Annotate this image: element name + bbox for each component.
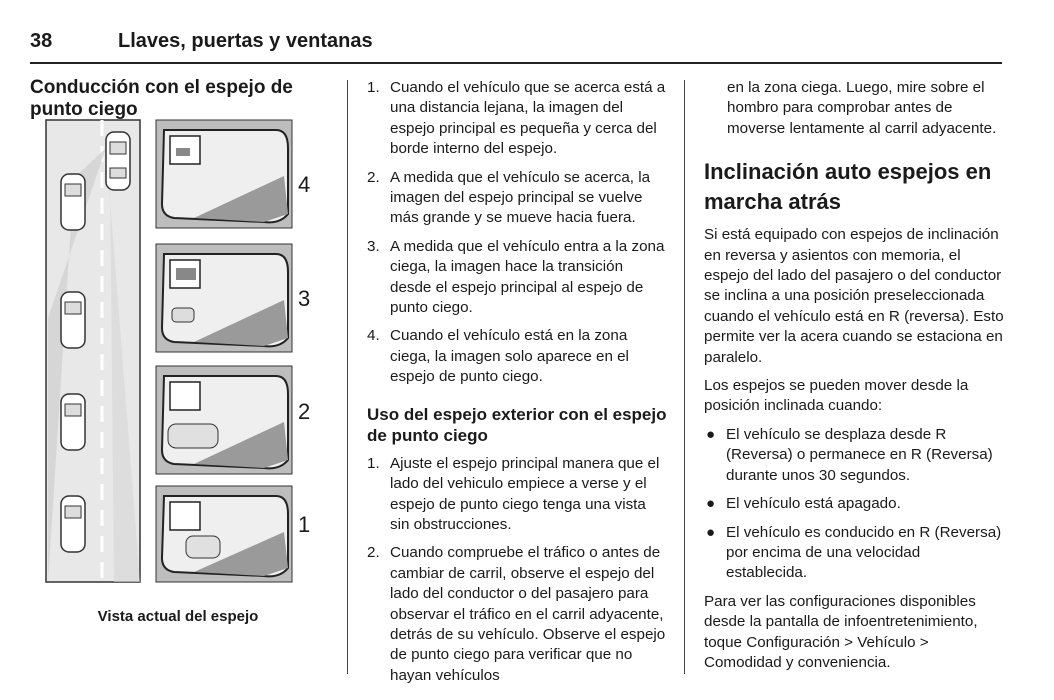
- paragraph: Los espejos se pueden mover desde la posición inclinada cuando:: [704, 377, 969, 415]
- figure-number-1: 1: [298, 512, 311, 537]
- usage-steps-list: [367, 454, 667, 686]
- paragraph: Para ver las configuraciones disponibles desde la pantalla de infoentretenimiento, toque Configuración > Vehículo > Comodidad y conveniencia.: [704, 592, 978, 671]
- list-item: ● El vehículo es conducido en R (Reversa) por encima de una velocidad establecida.: [706, 523, 1002, 582]
- list-item: ● El vehículo está apagado.: [704, 494, 1004, 514]
- list-item: 4. Cuando el vehículo está en la zona ciega, la imagen solo aparece en el espejo de punto ciego.: [367, 327, 629, 386]
- road-diagram: [46, 120, 140, 582]
- mirror-view-2: [156, 366, 292, 474]
- approaching-car-1: [61, 496, 85, 552]
- figure-number-3: 3: [298, 286, 311, 311]
- bullet-icon: ●: [706, 425, 716, 443]
- page-number: 38: [30, 30, 53, 52]
- list-item: 2. A medida que el vehículo se acerca, la imagen del espejo principal se vuelve más grande y se mueve hacia fuera.: [367, 168, 651, 227]
- list-item: 3. A medida que el vehículo entra a la zona ciega, la imagen hace la transición desde el espejo principal al espejo de punto ciego.: [367, 237, 665, 317]
- header-rule: [30, 62, 1002, 64]
- approaching-car-3: [61, 292, 85, 348]
- continuation-text: en la zona ciega. Luego, mire sobre el hombro para comprobar antes de moverse lentamente al carril adyacente.: [727, 79, 997, 137]
- bullet-icon: ●: [706, 523, 716, 541]
- list-item: ● El vehículo se desplaza desde R (Reversa) o permanece en R (Reversa) durante unos 30 segundos.: [706, 425, 993, 484]
- approaching-car-4: [61, 174, 85, 230]
- figure-caption: Vista actual del espejo: [97, 608, 259, 625]
- chapter-title: Llaves, puertas y ventanas: [118, 30, 373, 52]
- figure-number-4: 4: [298, 172, 311, 197]
- host-car: [106, 132, 130, 190]
- list-item: 1. Ajuste el espejo principal manera que el lado del vehiculo empiece a verse y el espejo de punto ciego tenga una vista sin obstrucciones.: [367, 454, 660, 533]
- blind-spot-illustration: [44, 118, 296, 586]
- mirror-stages-list: [367, 78, 667, 388]
- column-divider-1: [347, 80, 348, 674]
- conditions-list: [704, 425, 1004, 584]
- column-2: [367, 78, 667, 694]
- mirror-view-4: [156, 120, 292, 228]
- bullet-icon: ●: [706, 495, 716, 513]
- list-item: 2. Cuando compruebe el tráfico o antes de cambiar de carril, observe el espejo del lado del conductor o del pasajero para observar el tráfico en el carril adyacente, detrás de su vehículo. Observe el espejo de punto ciego para verificar que no hayan vehículos: [367, 544, 666, 684]
- column-3: [704, 78, 1004, 681]
- section-heading-reverse-tilt: Inclinación auto espejos en marcha atrás: [704, 159, 992, 215]
- paragraph: Si está equipado con espejos de inclinación en reversa y asientos con memoria, el espejo del lado del pasajero o del conductor se inclina a una posición preseleccionada cuando el vehículo está en R (reversa). Esto permite ver la acera cuando se estaciona en paralelo.: [704, 226, 1004, 366]
- mirror-view-1: [156, 486, 292, 582]
- section-heading-blind-spot: Conducción con el espejo de punto ciego: [30, 77, 293, 120]
- mirror-view-3: [156, 244, 292, 352]
- list-item: 1. Cuando el vehículo que se acerca está a una distancia lejana, la imagen del espejo principal es pequeña y cerca del borde interno del espejo.: [367, 79, 666, 158]
- subheading-exterior-mirror: Uso del espejo exterior con el espejo de punto ciego: [367, 404, 667, 445]
- figure-number-2: 2: [298, 399, 311, 424]
- column-divider-2: [684, 80, 685, 674]
- approaching-car-2: [61, 394, 85, 450]
